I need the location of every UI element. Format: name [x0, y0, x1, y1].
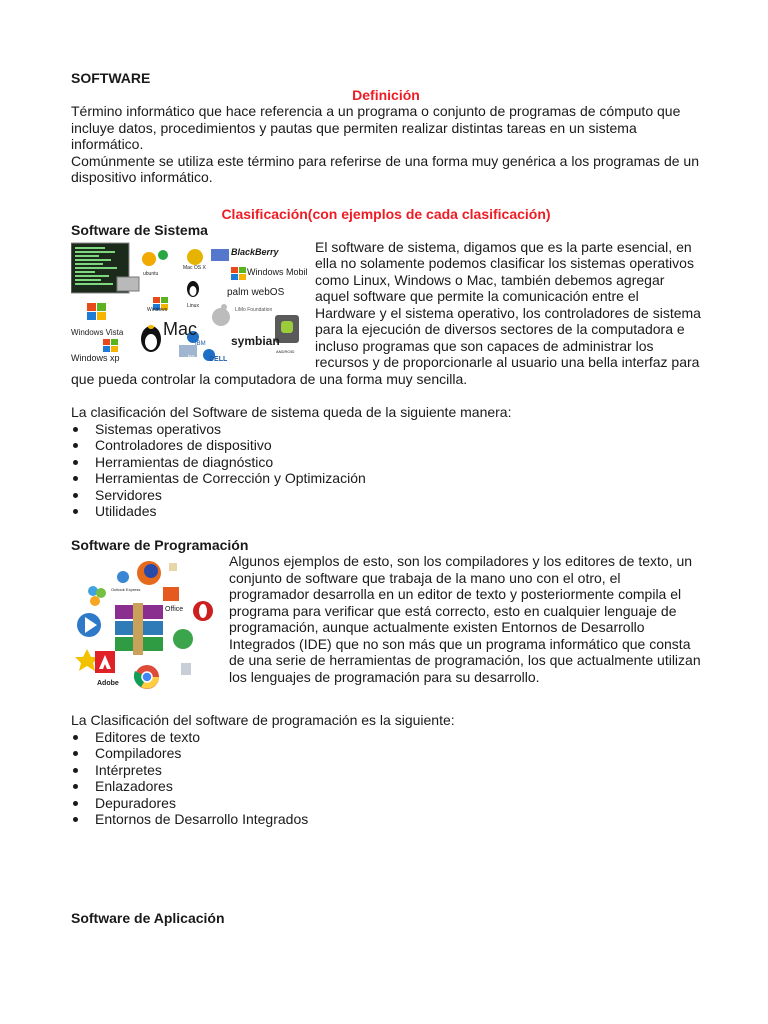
android-logo: ANDROID	[276, 348, 295, 354]
definition-paragraph-1: Término informático que hace referencia a un programa o conjunto de programas de cómputo que incluye datos, procedimientos y pautas que permiten realizar distintas tareas en un sistema informático.	[71, 103, 681, 152]
hp-logo: hp	[188, 354, 195, 361]
outlook-express-logo: Outlook Express	[111, 587, 141, 592]
os-logos-image	[71, 241, 307, 367]
system-section	[71, 239, 701, 388]
windows-vista-logo: Windows Vista	[71, 327, 124, 337]
list-item: Enlazadores	[71, 778, 701, 795]
system-classification-list	[71, 421, 701, 520]
windows-logo: Windows	[147, 306, 168, 313]
windows-xp-logo: Windows xp	[71, 352, 120, 363]
mac-os-x-logo: Mac OS X	[183, 264, 206, 271]
definition-paragraph-2: Comúnmente se utiliza este término para referirse de una forma muy genérica a los programas de un dispositivo informático.	[71, 152, 699, 185]
programming-section	[71, 553, 701, 695]
mac-logo: Mac	[163, 318, 198, 339]
programming-logos-image	[71, 553, 226, 695]
ubuntu-logo: ubuntu	[143, 270, 159, 277]
list-item: Compiladores	[71, 745, 701, 762]
symbian-logo: symbian	[231, 333, 280, 348]
adobe-logo: Adobe	[97, 680, 119, 687]
list-item: Herramientas de diagnóstico	[71, 454, 701, 471]
system-software-heading: Software de Sistema	[71, 222, 208, 238]
list-item: Herramientas de Corrección y Optimización	[71, 470, 701, 487]
palm-logo: palm webOS	[227, 286, 285, 298]
os-logos-collage	[71, 241, 307, 367]
programming-list-intro: La Clasificación del software de programación es la siguiente:	[71, 712, 455, 728]
system-list-intro: La clasificación del Software de sistema queda de la siguiente manera:	[71, 404, 512, 420]
programming-logos-collage	[71, 553, 226, 695]
programming-classification-list	[71, 729, 701, 828]
document-title: SOFTWARE	[71, 70, 151, 86]
classification-heading: Clasificación(con ejemplos de cada clasificación)	[221, 205, 551, 222]
dell-logo: DELL	[209, 355, 228, 363]
list-item: Servidores	[71, 487, 701, 504]
programming-software-heading: Software de Programación	[71, 536, 249, 553]
linux-logo: Linux	[187, 302, 199, 309]
blackberry-logo: BlackBerry	[231, 246, 279, 257]
definition-heading: Definición	[352, 86, 420, 103]
list-item: Utilidades	[71, 503, 701, 520]
application-software-heading: Software de Aplicación	[71, 909, 225, 926]
list-item: Intérpretes	[71, 762, 701, 779]
ibm-logo: IBM	[195, 340, 206, 347]
list-item: Depuradores	[71, 795, 701, 812]
document-page	[71, 70, 701, 926]
list-item: Entornos de Desarrollo Integrados	[71, 811, 701, 828]
list-item: Editores de texto	[71, 729, 701, 746]
limo-logo: LiMo Foundation	[235, 306, 273, 313]
list-item: Sistemas operativos	[71, 421, 701, 438]
list-item: Controladores de dispositivo	[71, 437, 701, 454]
office-logo: Office	[165, 606, 184, 613]
system-software-paragraph: El software de sistema, digamos que es la parte esencial, en ella no solamente podemos clasificar los sistemas operativos como Linux, Windows o Mac, también debemos agregar aquel software que permite la comunicación entre el Hardware y el sistema operativo, los controladores de sistema para la ejecución de diversos sectores de la computadora e incluso programas que son capaces de administrar los recursos y de proporcionarle al usuario una bella interfaz para que pueda controlar la computadora de una forma muy sencilla.	[71, 238, 701, 387]
programming-software-paragraph: Algunos ejemplos de esto, son los compiladores y los editores de texto, un conjunto de software que trabaja de la mano uno con el otro, el programador desarrolla en un editor de texto y posteriormente compila el programa para verificar que está correcto, esto en cualquier lenguaje de programación, aunque actualmente existen Entornos de Desarrollo Integrados (IDE) que no son más que un programa informático que consta de una serie de herramientas de programación, los que actualmente utilizan los lenguajes de programación para su desarrollo.	[229, 553, 701, 685]
windows-mobile-logo: Windows Mobile	[247, 266, 307, 277]
